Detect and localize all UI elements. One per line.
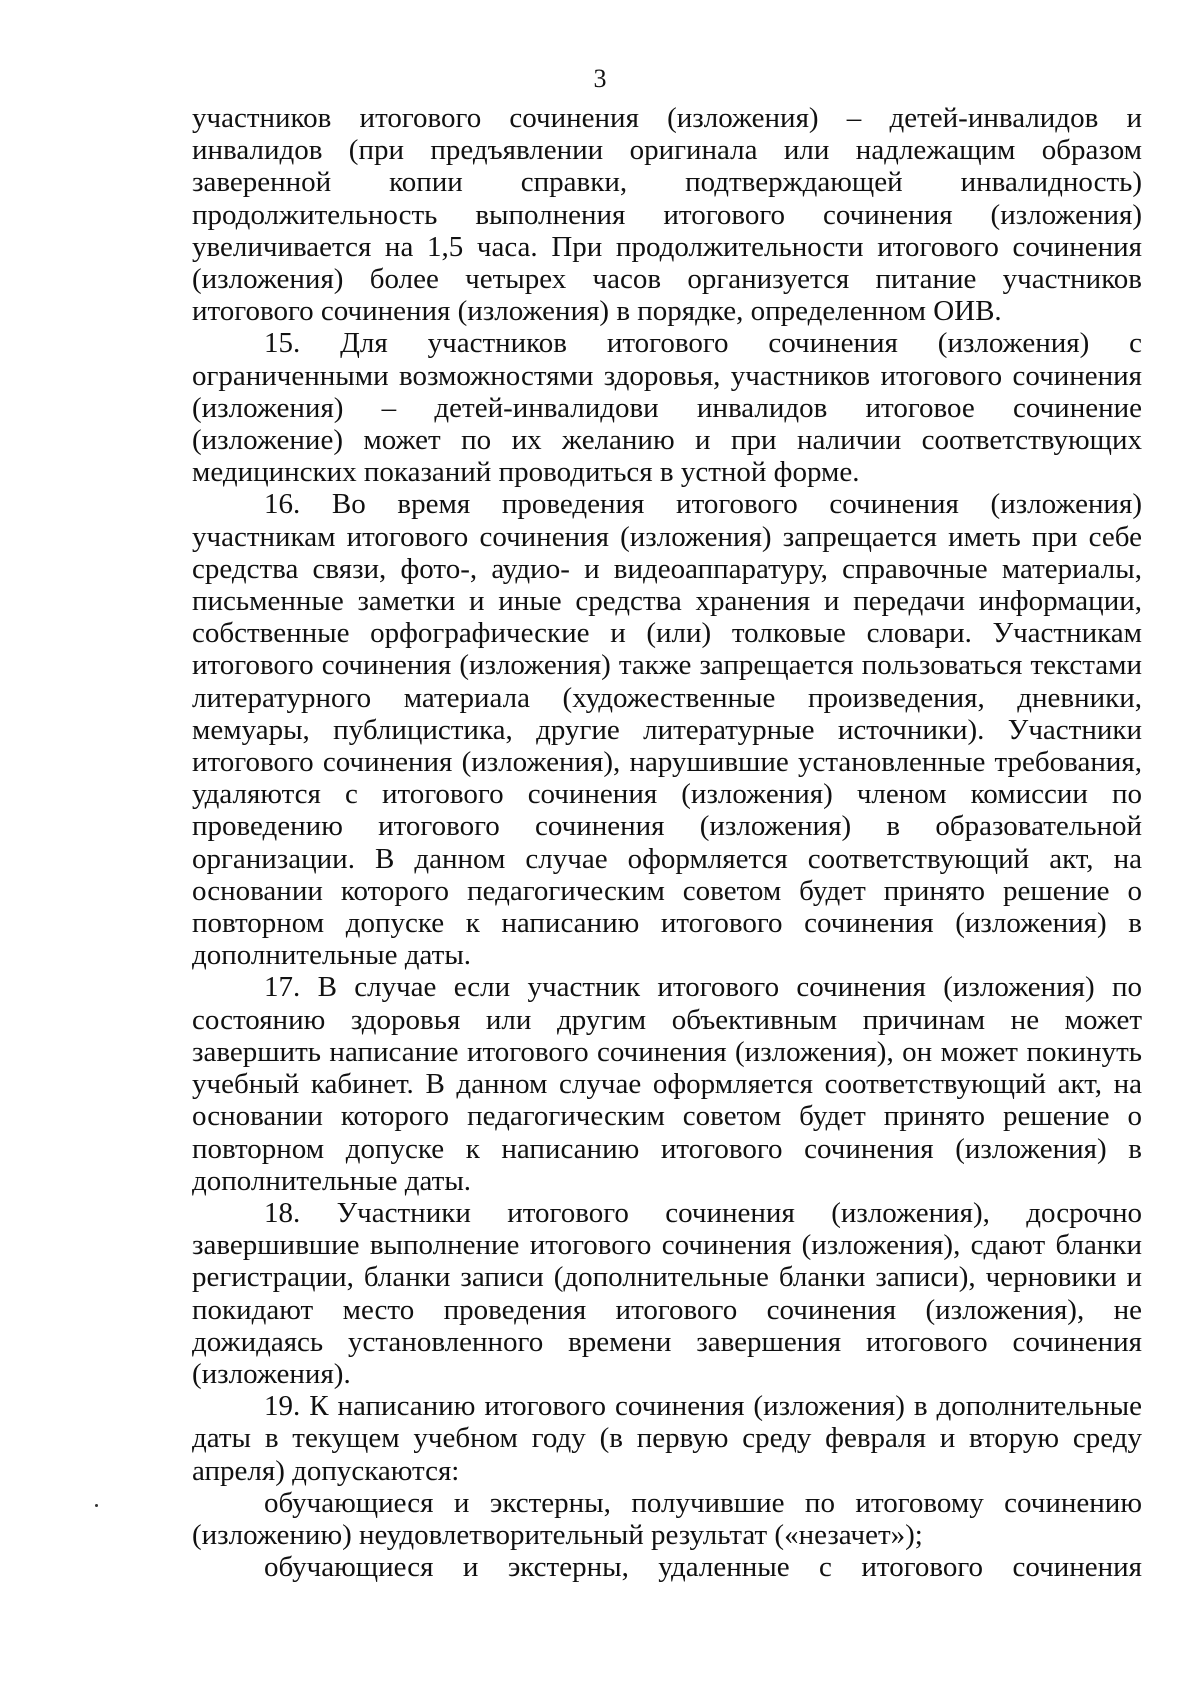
scan-speck [95, 1504, 98, 1507]
list-item-removed: обучающиеся и экстерны, удаленные с итогового сочинения [264, 1551, 1142, 1584]
list-item-failed-result: обучающиеся и экстерны, получившие по итоговому сочинению (изложению) неудовлетворительный результат («незачет»); [192, 1486, 1142, 1551]
paragraph-17: 17. В случае если участник итогового сочинения (изложения) по состоянию здоровья или другим объективным причинам не может завершить написание итогового сочинения (изложения), он может покинуть учебный кабинет. В данном случае оформляется соответствующий акт, на основании которого педагогическим советом будет принято решение о повторном допуске к написанию итогового сочинения (изложения) в дополнительные даты. [192, 971, 1142, 1197]
document-body [192, 102, 1142, 1583]
paragraph-16: 16. Во время проведения итогового сочинения (изложения) участникам итогового сочинения (изложения) запрещается иметь при себе средства связи, фото-, аудио- и видеоаппаратуру, справочные материалы, письменные заметки и иные средства хранения и передачи информации, собственные орфографические и (или) толковые словари. Участникам итогового сочинения (изложения) также запрещается пользоваться текстами литературного материала (художественные произведения, дневники, мемуары, публицистика, другие литературные источники). Участники итогового сочинения (изложения), нарушившие установленные требования, удаляются с итогового сочинения (изложения) членом комиссии по проведению итогового сочинения (изложения) в образовательной организации. В данном случае оформляется соответствующий акт, на основании которого педагогическим советом будет принято решение о повторном допуске к написанию итогового сочинения (изложения) в дополнительные даты. [192, 488, 1142, 972]
paragraph-18: 18. Участники итогового сочинения (изложения), досрочно завершившие выполнение итогового сочинения (изложения), сдают бланки регистрации, бланки записи (дополнительные бланки записи), черновики и покидают место проведения итогового сочинения (изложения), не дожидаясь установленного времени завершения итогового сочинения (изложения). [192, 1196, 1142, 1390]
page-number: 3 [593, 64, 607, 93]
paragraph-19: 19. К написанию итогового сочинения (изложения) в дополнительные даты в текущем учебном году (в первую среду февраля и вторую среду апреля) допускаются: [192, 1390, 1142, 1487]
paragraph-continuation: участников итогового сочинения (изложения) – детей-инвалидов и инвалидов (при предъявлении оригинала или надлежащим образом заверенной копии справки, подтверждающей инвалидность) продолжительность выполнения итогового сочинения (изложения) увеличивается на 1,5 часа. При продолжительности итогового сочинения (изложения) более четырех часов организуется питание участников итогового сочинения (изложения) в порядке, определенном ОИВ. [192, 102, 1142, 328]
paragraph-15: 15. Для участников итогового сочинения (изложения) с ограниченными возможностями здоровья, участников итогового сочинения (изложения) – детей-инвалидови инвалидов итоговое сочинение (изложение) может по их желанию и при наличии соответствующих медицинских показаний проводиться в устной форме. [192, 327, 1142, 489]
